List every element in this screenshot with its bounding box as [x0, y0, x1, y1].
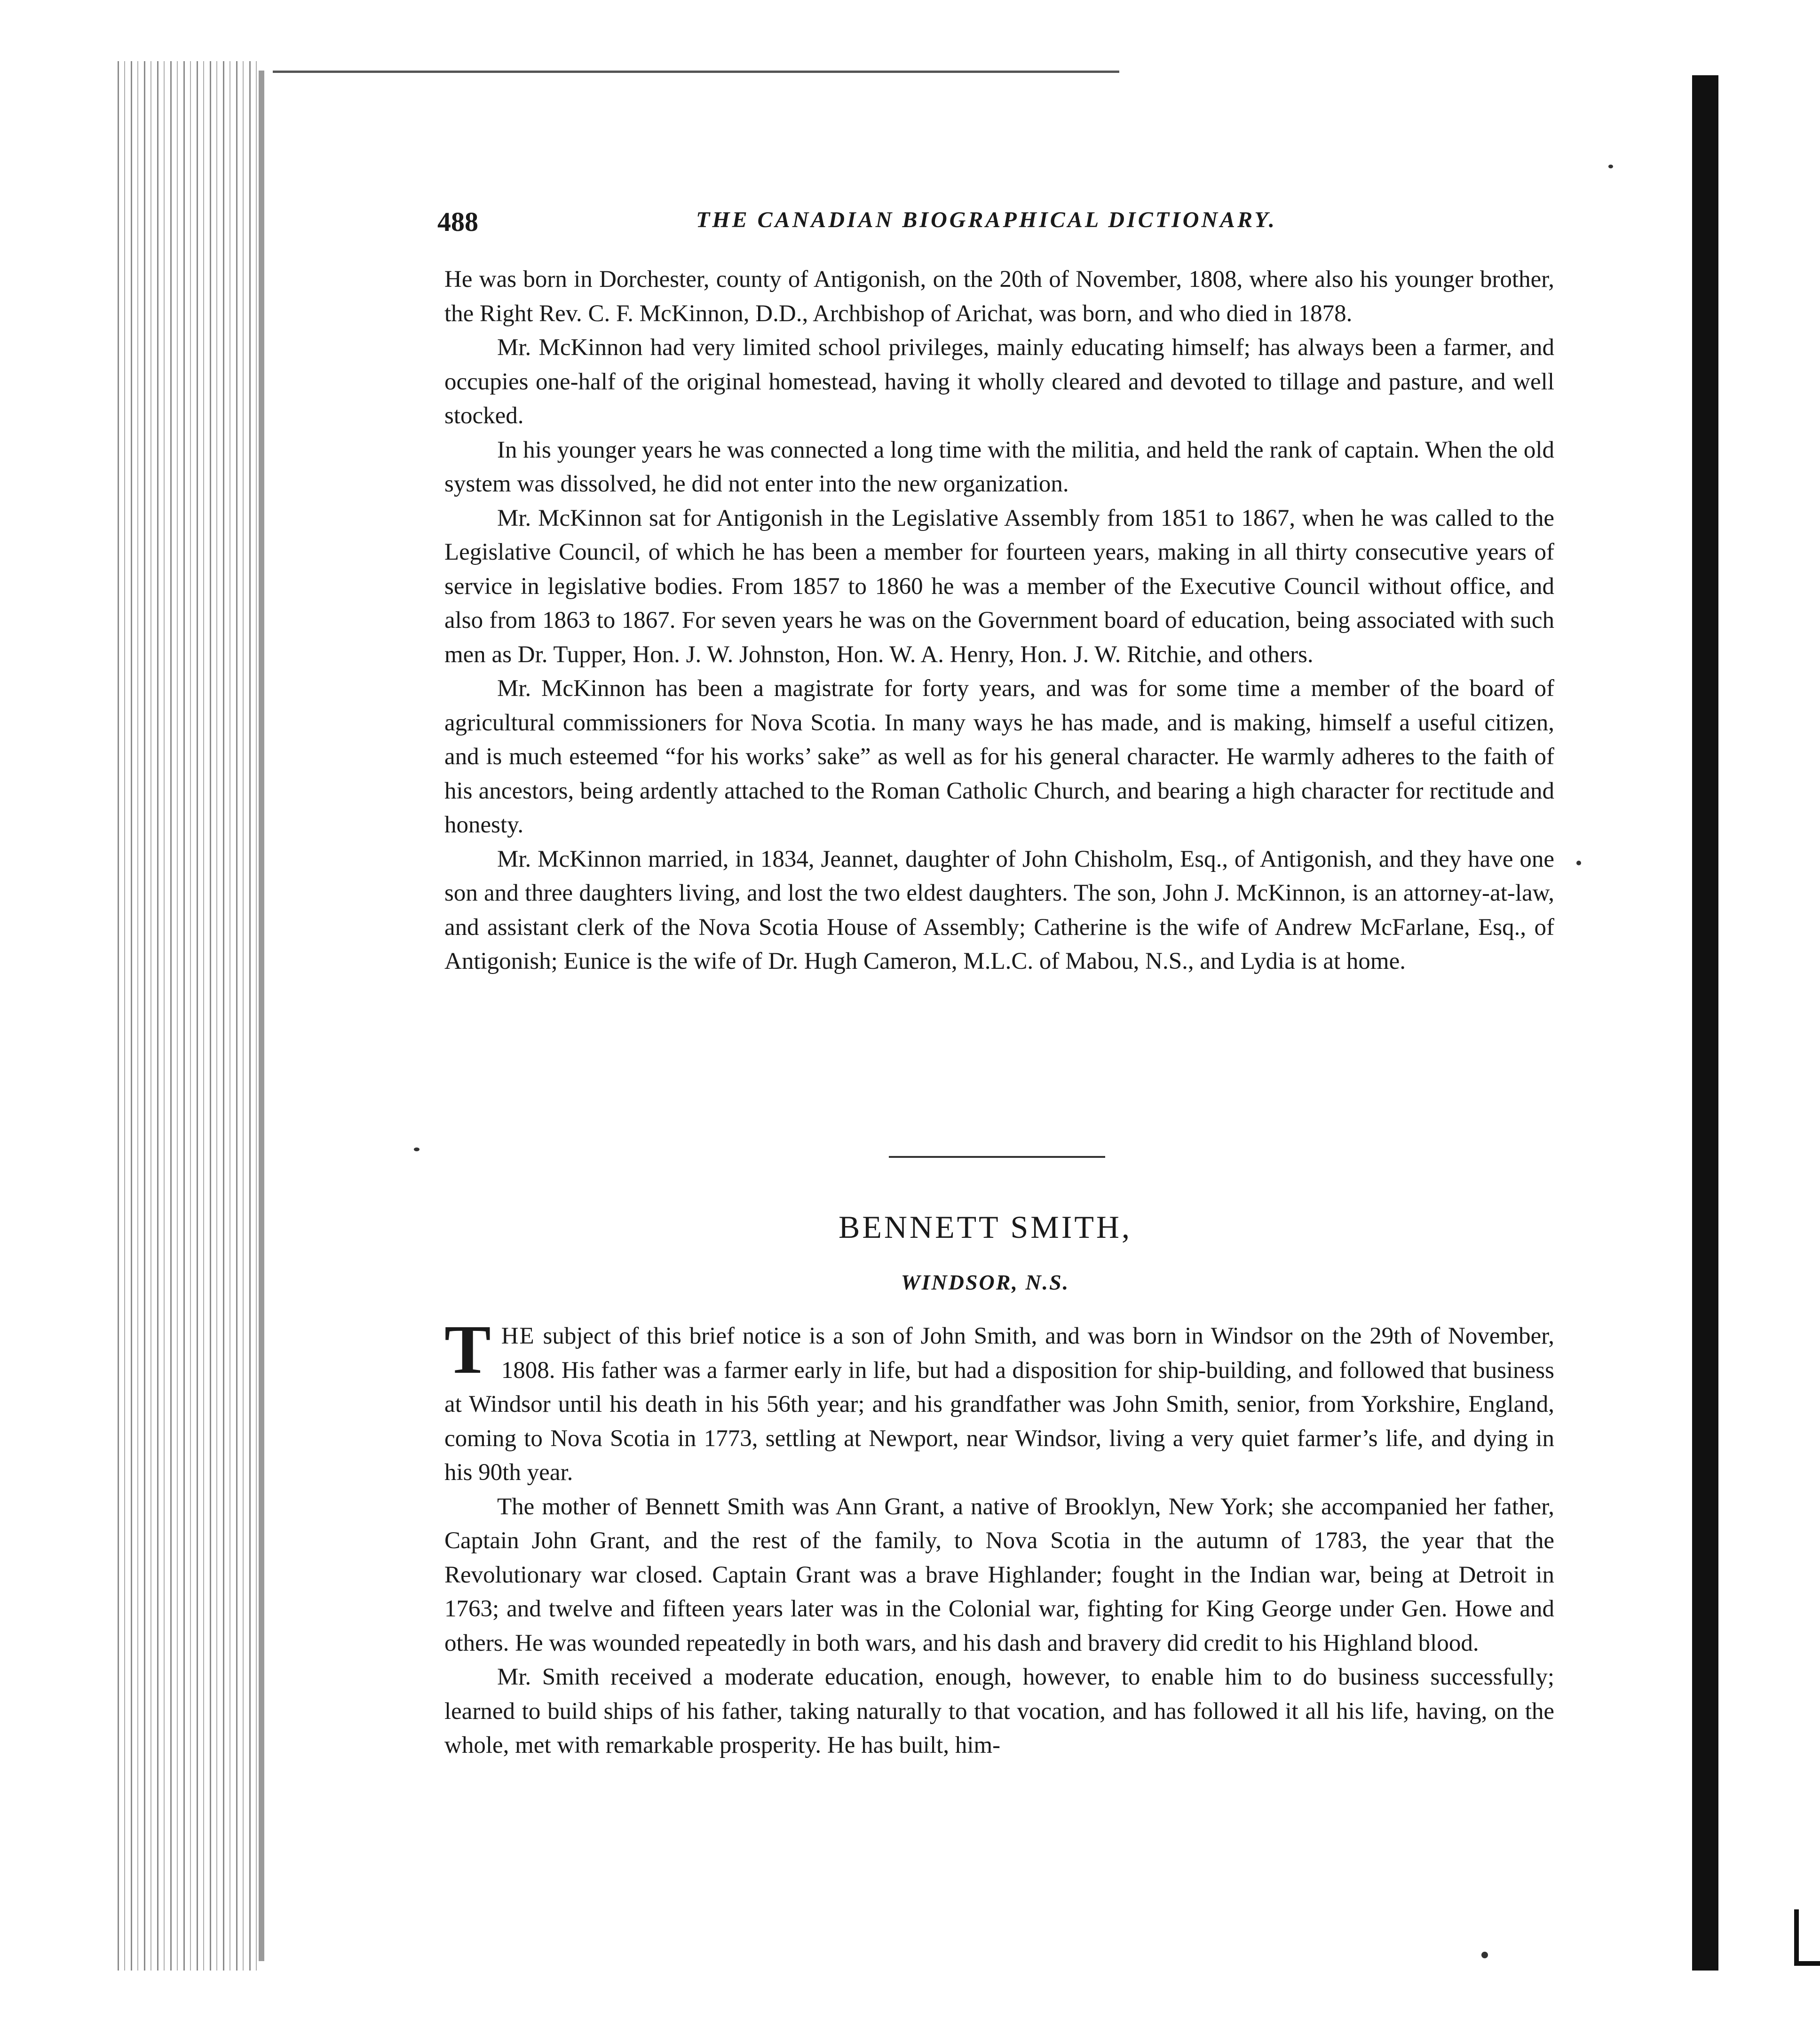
opening-word-rest: HE [501, 1323, 535, 1349]
paragraph: Mr. McKinnon married, in 1834, Jeannet, daughter of John Chisholm, Esq., of Antigonish, and they have one son and three daughters living, and lost the two eldest daughters. The son, John J. McKinnon, is an attorney-at-law, and assistant clerk of the Nova Scotia House of Assembly; Catherine is the wife of Andrew McFarlane, Esq., of Antigonish; Eunice is the wife of Dr. Hugh Cameron, M.L.C. of Mabou, N.S., and Lydia is at home. [444, 846, 1554, 974]
page-number: 488 [437, 206, 478, 237]
scanned-binding-edge [118, 61, 259, 1971]
entry-separator-rule [889, 1156, 1105, 1158]
running-header: THE CANADIAN BIOGRAPHICAL DICTIONARY. [696, 207, 1277, 232]
opening-paragraph [444, 1311, 1554, 1490]
paragraph: Mr. McKinnon has been a magistrate for forty years, and was for some time a member of the board of agricultural commissioners for Nova Scotia. In many ways he has made, and is making, himself a useful citizen, and is much esteemed “for his works’ sake” as well as for his general character. He warmly adheres to the faith of his ancestors, being ardently attached to the Roman Catholic Church, and bearing a high character for rectitude and honesty. [444, 675, 1554, 838]
paragraph: Mr. Smith received a moderate education, enough, however, to enable him to do business successfully; learned to build ships of his father, taking naturally to that vocation, and has followed it all his life, having, on the whole, met with remarkable prosperity. He has built, him- [444, 1664, 1554, 1758]
scan-corner-mark [1794, 1909, 1820, 1966]
top-scan-rule [273, 71, 1119, 73]
scan-speck [414, 1148, 419, 1151]
paragraph: Mr. McKinnon sat for Antigonish in the Legislative Assembly from 1851 to 1867, when he was called to the Legislative Council, of which he has been a member for fourteen years, making in all thirty consecutive years of service in legislative bodies. From 1857 to 1860 he was a member of the Executive Council without office, and also from 1863 to 1867. For seven years he was on the Government board of education, being associated with such men as Dr. Tupper, Hon. J. W. Johnston, Hon. W. A. Henry, Hon. J. W. Ritchie, and others. [444, 505, 1554, 668]
paragraph: Mr. McKinnon had very limited school privileges, mainly educating himself; has always been a farmer, and occupies one-half of the original homestead, having it wholly cleared and devoted to tillage and pasture, and well stocked. [444, 334, 1554, 429]
paragraph: In his younger years he was connected a long time with the militia, and held the rank of captain. When the old system was dissolved, he did not enter into the new organization. [444, 436, 1554, 497]
scan-speck [1576, 861, 1581, 865]
entry-title: BENNETT SMITH, [838, 1209, 1132, 1245]
paragraph: He was born in Dorchester, county of Antigonish, on the 20th of November, 1808, where also his younger brother, the Right Rev. C. F. McKinnon, D.D., Archbishop of Arichat, was born, and who died in 1878. [444, 266, 1554, 327]
scan-edge-bar [1692, 75, 1718, 1971]
drop-cap: T [444, 1311, 491, 1388]
smith-entry-body [444, 1311, 1554, 1763]
opening-paragraph-text: subject of this brief notice is a son of John Smith, and was born in Windsor on the 29th of November, 1808. His father was a farmer early in life, but had a disposition for ship-building, and followed that business at Windsor until his death in his 56th year; and his grandfather was John Smith, senior, from Yorkshire, England, coming to Nova Scotia in 1773, settling at Newport, near Windsor, living a very quiet farmer’s life, and dying in his 90th year. [444, 1323, 1554, 1486]
binding-gutter-line [259, 71, 264, 1961]
mckinnon-entry-continuation [444, 262, 1554, 979]
scan-speck [1608, 165, 1613, 168]
entry-location: WINDSOR, N.S. [901, 1270, 1070, 1294]
scan-speck [1481, 1952, 1488, 1958]
paragraph: The mother of Bennett Smith was Ann Grant, a native of Brooklyn, New York; she accompanied her father, Captain John Grant, and the rest of the family, to Nova Scotia in the autumn of 1783, the year that the Revolutionary war closed. Captain Grant was a brave Highlander; fought in the Indian war, being at Detroit in 1763; and twelve and fifteen years later was in the Colonial war, fighting for King George under Gen. Howe and others. He was wounded repeatedly in both wars, and his dash and bravery did credit to his Highland blood. [444, 1493, 1554, 1656]
